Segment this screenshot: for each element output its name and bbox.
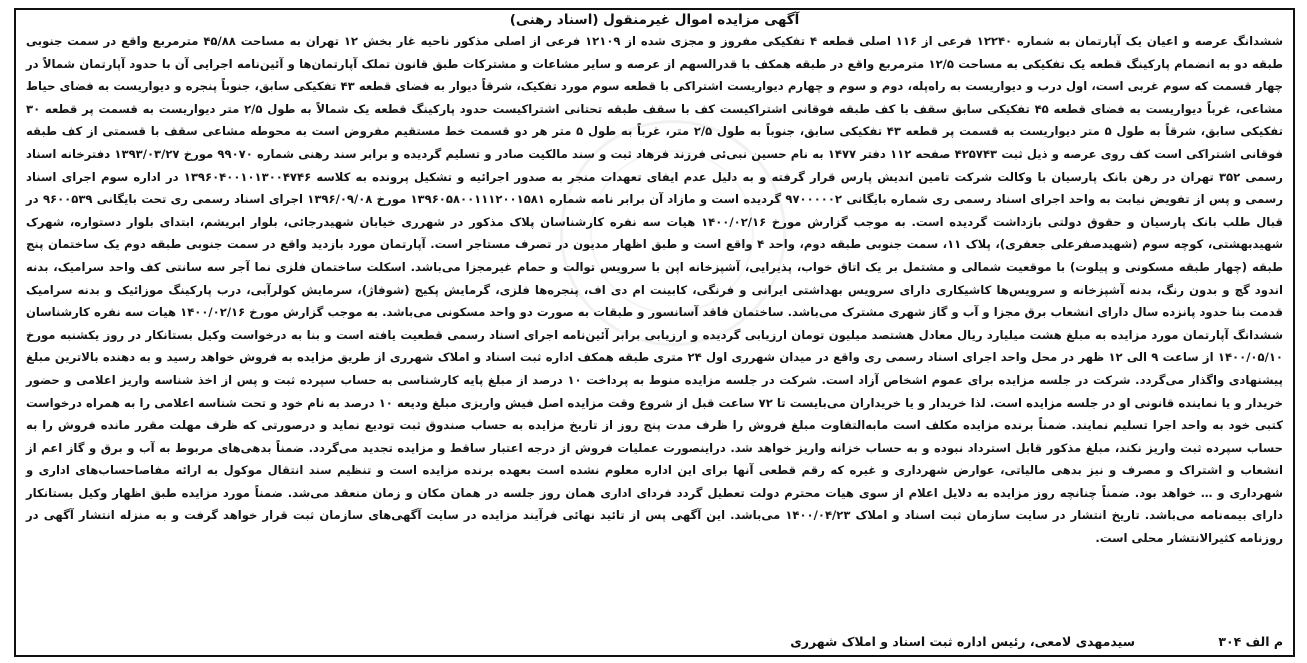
notice-reference-code: م الف ۳۰۴ <box>1218 634 1283 649</box>
notice-title: آگهی مزایده اموال غیرمنقول (اسناد رهنی) <box>509 12 800 28</box>
auction-notice <box>14 8 1295 657</box>
notice-signature: سیدمهدی لامعی، رئیس اداره ثبت اسناد و املاک شهرری <box>790 634 1135 649</box>
notice-body: ششدانگ عرصه و اعیان یک آپارتمان به شماره ۱۲۲۴۰ فرعی از ۱۱۶ اصلی قطعه ۴ تفکیکی مفروز و مجزی شده از ۱۲۱۰۹ فرعی از اصلی مذکور ناحیه غار بخش ۱۲ تهران به مساحت ۴۵/۸۸ مترمربع واقع در سمت جنوبی طبقه دو به انضمام پارکینگ قطعه یک تفکیکی به مساحت ۱۲/۵ مترمربع واقع در طبقه همکف با قدرالسهم از عرصه و سایر مشاعات و مشترکات طبق قانون تملک آپارتمان‌ها و آئین‌نامه اجرایی آن با حدود آپارتمان شمالاً در چهار قسمت که سوم غربی است، اول درب و دیواریست به راه‌پله، دوم و سوم و چهارم دیواریست اشتراکی با قطعه سوم مورد تفکیک، شرقاً دیوار به فضای قطعه ۴۳ تفکیکی سابق، جنوباً پنجره و دیواریست به فضای حیاط مشاعی، غرباً دیواریست به فضای قطعه ۴۵ تفکیکی سابق سقف با کف طبقه فوقانی اشتراکیست کف با سقف طبقه تحتانی اشتراکیست حدود پارکینگ قطعه یک شمالاً به طول ۲/۵ متر دیواریست به قسمت پر قطعه ۳۰ تفکیکی سابق، شرقاً به طول ۵ متر دیواریست به قسمت پر قطعه ۴۳ تفکیکی سابق، جنوباً به طول ۲/۵ متر، غرباً به طول ۵ متر هر دو قسمت خط مستقیم مفروض است به محوطه مشاعی سقف با قسمتی از کف طبقه فوقانی اشتراکی است کف روی عرصه و ذیل ثبت ۴۲۵۷۴۳ صفحه ۱۱۲ دفتر ۱۴۷۷ به نام حسین نبی‌ئی فرزند فرهاد ثبت و سند مالکیت صادر و تسلیم گردیده و برابر سند رهنی شماره ۹۹۰۷۰ مورخ ۱۳۹۳/۰۳/۲۷ دفترخانه اسناد رسمی ۳۵۲ تهران در رهن بانک پارسیان با وکالت شرکت تامین اندیش پارس قرار گرفته و به دلیل عدم ایفای تعهدات منجر به صدور اجرائیه و تشکیل پرونده به کلاسه ۱۳۹۶۰۴۰۰۱۰۱۳۰۰۴۷۴۶ در اداره سوم اجرای اسناد رسمی و پس از تفویض نیابت به واحد اجرای اسناد رسمی ری شماره بایگانی ۹۷۰۰۰۰۰۲ گردیده است و مازاد آن برابر نامه شماره ۱۳۹۶۰۵۸۰۰۱۱۱۲۰۰۱۵۸۱ مورخ ۱۳۹۶/۰۹/۰۸ اجرای اسناد رسمی ری تحت بایگانی ۹۶۰۰۵۳۹ در قبال طلب بانک پارسیان و حقوق دولتی بازداشت گردیده است. به موجب گزارش مورخ ۱۴۰۰/۰۲/۱۶ هیات سه نفره کارشناسان پلاک مذکور در شهرری خیابان شهیدرجائی، بلوار ابریشم، ابتدای بلوار دستواره، شهرک شهیدبهشتی، کوچه سوم (شهیدصفرعلی جعفری)، پلاک ۱۱، سمت جنوبی طبقه دوم، واحد ۴ واقع است و طبق اظهار مدیون در تصرف مستاجر است. آپارتمان مورد بازدید واقع در سمت جنوبی طبقه دوم یک ساختمان پنج طبقه (چهار طبقه مسکونی و پیلوت) با موقعیت شمالی و مشتمل بر یک اتاق خواب، پذیرایی، آشپزخانه اپن با سرویس توالت و حمام غیرمجزا می‌باشد. اسکلت ساختمان فلزی نما آجر سه سانتی کف واحد سرامیک، بدنه اندود گچ و بدون رنگ، بدنه آشپزخانه و سرویس‌ها کاشیکاری دارای سرویس بهداشتی ایرانی و فرنگی، کابینت ام دی اف، پنجره‌ها فلزی، گرمایش پکیج (شوفاژ)، سرمایش کولرآبی، درب پارکینگ موزائیک و بدنه سرامیک قدمت بنا حدود پانزده سال دارای انشعاب برق مجزا و آب و گاز شهری مشترک می‌باشد. ساختمان فاقد آسانسور و طبقات به صورت دو واحد مسکونی می‌باشد. به موجب گزارش مورخ ۱۴۰۰/۰۲/۱۶ هیات سه نفره کارشناسان ششدانگ آپارتمان مورد مزایده به مبلغ هشت میلیارد ریال معادل هشتصد میلیون تومان ارزیابی گردیده و ارزیابی برابر آئین‌نامه اجرای اسناد رسمی قطعیت یافته است و بنا به درخواست وکیل بستانکار در روز یکشنبه مورخ ۱۴۰۰/۰۵/۱۰ از ساعت ۹ الی ۱۲ ظهر در محل واحد اجرای اسناد رسمی ری واقع در میدان شهرری اول ۲۴ متری طبقه همکف اداره ثبت اسناد و املاک شهرری از طریق مزایده به فروش خواهد رسید و به دهنده بالاترین مبلغ پیشنهادی واگذار می‌گردد. شرکت در جلسه مزایده برای عموم اشخاص آزاد است. شرکت در جلسه مزایده منوط به پرداخت ۱۰ درصد از مبلغ پایه کارشناسی به حساب سپرده ثبت و پس از اخذ شناسه واریز اعلامی و حضور خریدار و یا نماینده قانونی او در جلسه مزایده است. لذا خریدار و یا خریداران می‌بایست تا ۷۲ ساعت قبل از شروع وقت مزایده اصل فیش واریزی مبلغ ودیعه ۱۰ درصد به نام خود و تحت شناسه اعلامی را به همراه درخواست کتبی خود به واحد اجرا تسلیم نمایند. ضمناً برنده مزایده مکلف است مابه‌التفاوت مبلغ فروش را ظرف مدت پنج روز از تاریخ مزایده به حساب صندوق ثبت تودیع نماید و درصورتی که ظرف مهلت مقرر مانده فروش را به حساب سپرده ثبت واریز نکند، مبلغ مذکور قابل استرداد نبوده و به حساب خزانه واریز خواهد شد. دراینصورت عملیات فروش از درجه اعتبار ساقط و مزایده تجدید می‌گردد. ضمناً بدهی‌های مربوط به آب و برق و گاز اعم از انشعاب و اشتراک و مصرف و نیز بدهی مالیاتی، عوارض شهرداری و غیره که رقم قطعی آنها برای این اداره معلوم نشده است بعهده برنده مزایده است و تنظیم سند انتقال موکول به ارائه مفاصاحساب‌های اداری و شهرداری و … خواهد بود. ضمناً چنانچه روز مزایده به دلایل اعلام از سوی هیات محترم دولت تعطیل گردد فردای اداری همان روز جلسه در همان مکان و زمان منعقد می‌شد. ضمناً مورد مزایده طبق اظهار وکیل بستانکار دارای بیمه‌نامه می‌باشد. تاریخ انتشار در سایت سازمان ثبت اسناد و املاک ۱۴۰۰/۰۴/۲۳ می‌باشد. این آگهی پس از تائید نهائی فرآیند مزایده در سایت آگهی‌های سازمان ثبت قرار خواهد گرفت و به منزله انتشار آگهی در روزنامه کثیرالانتشار محلی است. <box>26 34 1284 546</box>
notice-footer <box>24 631 1285 653</box>
